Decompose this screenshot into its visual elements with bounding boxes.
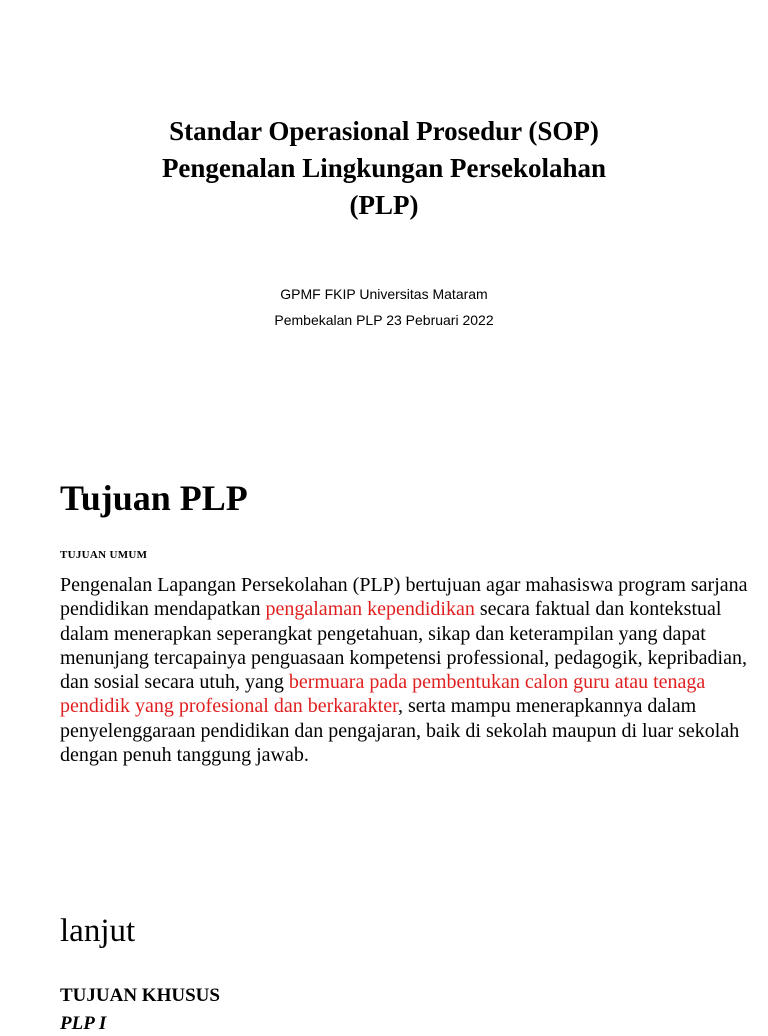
paragraph-text-1: Pengenalan Lapangan Persekolahan (PLP) bertujuan agar mahasiswa program sarjana pendidikan mendapatkan bbox=[60, 574, 748, 621]
section-heading: Tujuan PLP bbox=[60, 478, 248, 518]
continued-heading: lanjut bbox=[60, 913, 136, 949]
general-goal-label: TUJUAN UMUM bbox=[60, 549, 148, 561]
paragraph-text-2: secara faktual dan kontekstual dalam menerapkan seperangkat pengetahuan, sikap dan keterampilan yang dapat menunjang tercapainya penguasaan kompetensi professional, pedagogik, kepribadian, dan sosial secara utuh, yang bbox=[60, 598, 747, 694]
event-subtitle: Pembekalan PLP 23 Pebruari 2022 bbox=[274, 312, 494, 328]
title-line-2: Pengenalan Lingkungan Persekolahan bbox=[161, 153, 607, 183]
highlight-text-1: pengalaman kependidikan bbox=[265, 598, 475, 621]
highlight-text-2: bermuara pada pembentukan calon guru atau tenaga pendidik yang profesional dan berkarakter bbox=[60, 671, 706, 718]
paragraph-text-3: , serta mampu menerapkannya dalam penyelenggaraan pendidikan dan pengajaran, baik di sekolah maupun di luar sekolah dengan penuh tanggung jawab. bbox=[60, 695, 740, 767]
specific-goal-label: TUJUAN KHUSUS bbox=[60, 985, 220, 1006]
title-line-3: (PLP) bbox=[349, 190, 419, 220]
title-line-1: Standar Operasional Prosedur (SOP) bbox=[169, 116, 599, 146]
organization-subtitle: GPMF FKIP Universitas Mataram bbox=[280, 286, 488, 302]
plp-one-label: PLP I bbox=[60, 1013, 107, 1034]
general-goal-paragraph bbox=[60, 573, 750, 767]
document-title bbox=[0, 113, 768, 224]
